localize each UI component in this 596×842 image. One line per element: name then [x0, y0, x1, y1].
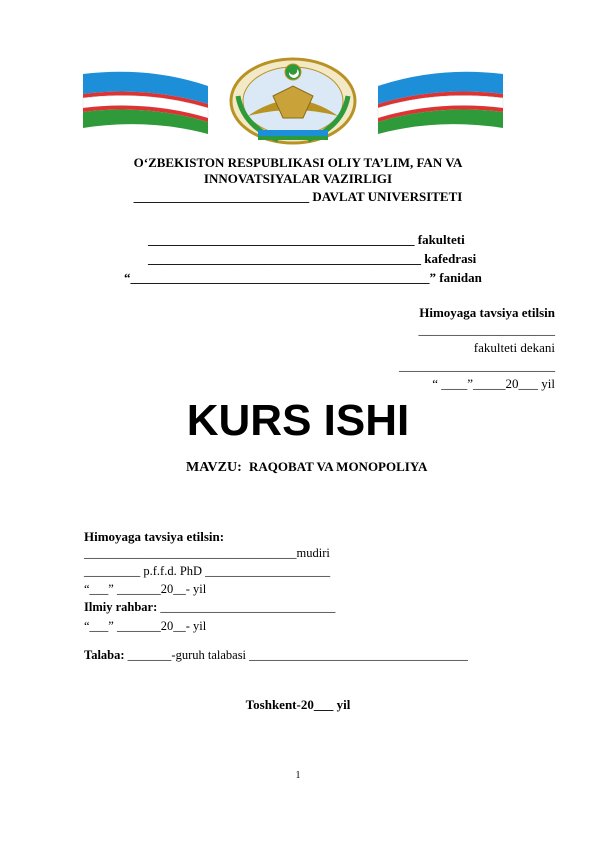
- rahbar-line: [84, 600, 335, 615]
- rahbar-blank: ____________________________: [160, 600, 336, 614]
- approval-right-title: Himoyaga tavsiya etilsin: [419, 305, 555, 320]
- talaba-line: [84, 648, 468, 663]
- chair-line: [148, 251, 476, 266]
- faculty-line: [148, 232, 465, 247]
- page-title: KURS ISHI: [186, 396, 410, 445]
- approval-date-1: “___” _______20__- yil: [84, 582, 207, 596]
- city-year-line: [0, 697, 596, 712]
- topic-line: [186, 459, 427, 476]
- chair-label: kafedrasi: [424, 251, 477, 266]
- topic-label: MAVZU:: [186, 460, 242, 475]
- ministry-line-2: INNOVATSIYALAR VAZIRLIGI: [203, 171, 393, 186]
- rahbar-label: Ilmiy rahbar:: [84, 600, 158, 614]
- university-label: DAVLAT UNIVERSITETI: [312, 189, 463, 204]
- subject-line: [124, 270, 482, 285]
- subject-open-quote: “: [124, 270, 131, 285]
- dean-label: fakulteti dekani: [473, 340, 555, 355]
- faculty-label: fakulteti: [417, 232, 465, 247]
- subject-label: ” fanidan: [429, 270, 482, 285]
- year-suffix: yil: [333, 697, 351, 712]
- faculty-blank: _________________________________________: [148, 232, 415, 247]
- talaba-label: Talaba:: [84, 648, 125, 662]
- approval-right-line-2: ________________________: [399, 358, 555, 373]
- page-number: 1: [295, 770, 301, 781]
- year-blank: ___: [313, 697, 334, 712]
- state-emblem-banner: [78, 56, 508, 146]
- ministry-line-1: O‘ZBEKISTON RESPUBLIKASI OLIY TA’LIM, FAN VA: [133, 155, 463, 170]
- city-label: Toshkent-20: [245, 697, 314, 712]
- approval-left-title: Himoyaga tavsiya etilsin:: [84, 529, 225, 544]
- topic-text: RAQOBAT VA MONOPOLIYA: [249, 459, 428, 474]
- subject-blank: ______________________________________________: [130, 270, 430, 285]
- approval-date-2: “___” _______20__- yil: [84, 619, 207, 633]
- talaba-text: _______-guruh talabasi ___________________________________: [127, 648, 468, 662]
- chair-blank: __________________________________________: [148, 251, 421, 266]
- university-line: [0, 189, 596, 204]
- approval-right-line-1: _____________________: [418, 322, 555, 337]
- mudiri-line: __________________________________mudiri: [84, 546, 330, 560]
- left-flag-icon: [83, 72, 208, 134]
- coat-of-arms-icon: [231, 59, 355, 143]
- phd-line: _________ p.f.f.d. PhD ____________________: [84, 564, 331, 578]
- approval-right-date: “ ____”_____20___ yil: [432, 376, 555, 391]
- university-blank: ___________________________: [133, 189, 310, 204]
- right-flag-icon: [378, 72, 503, 134]
